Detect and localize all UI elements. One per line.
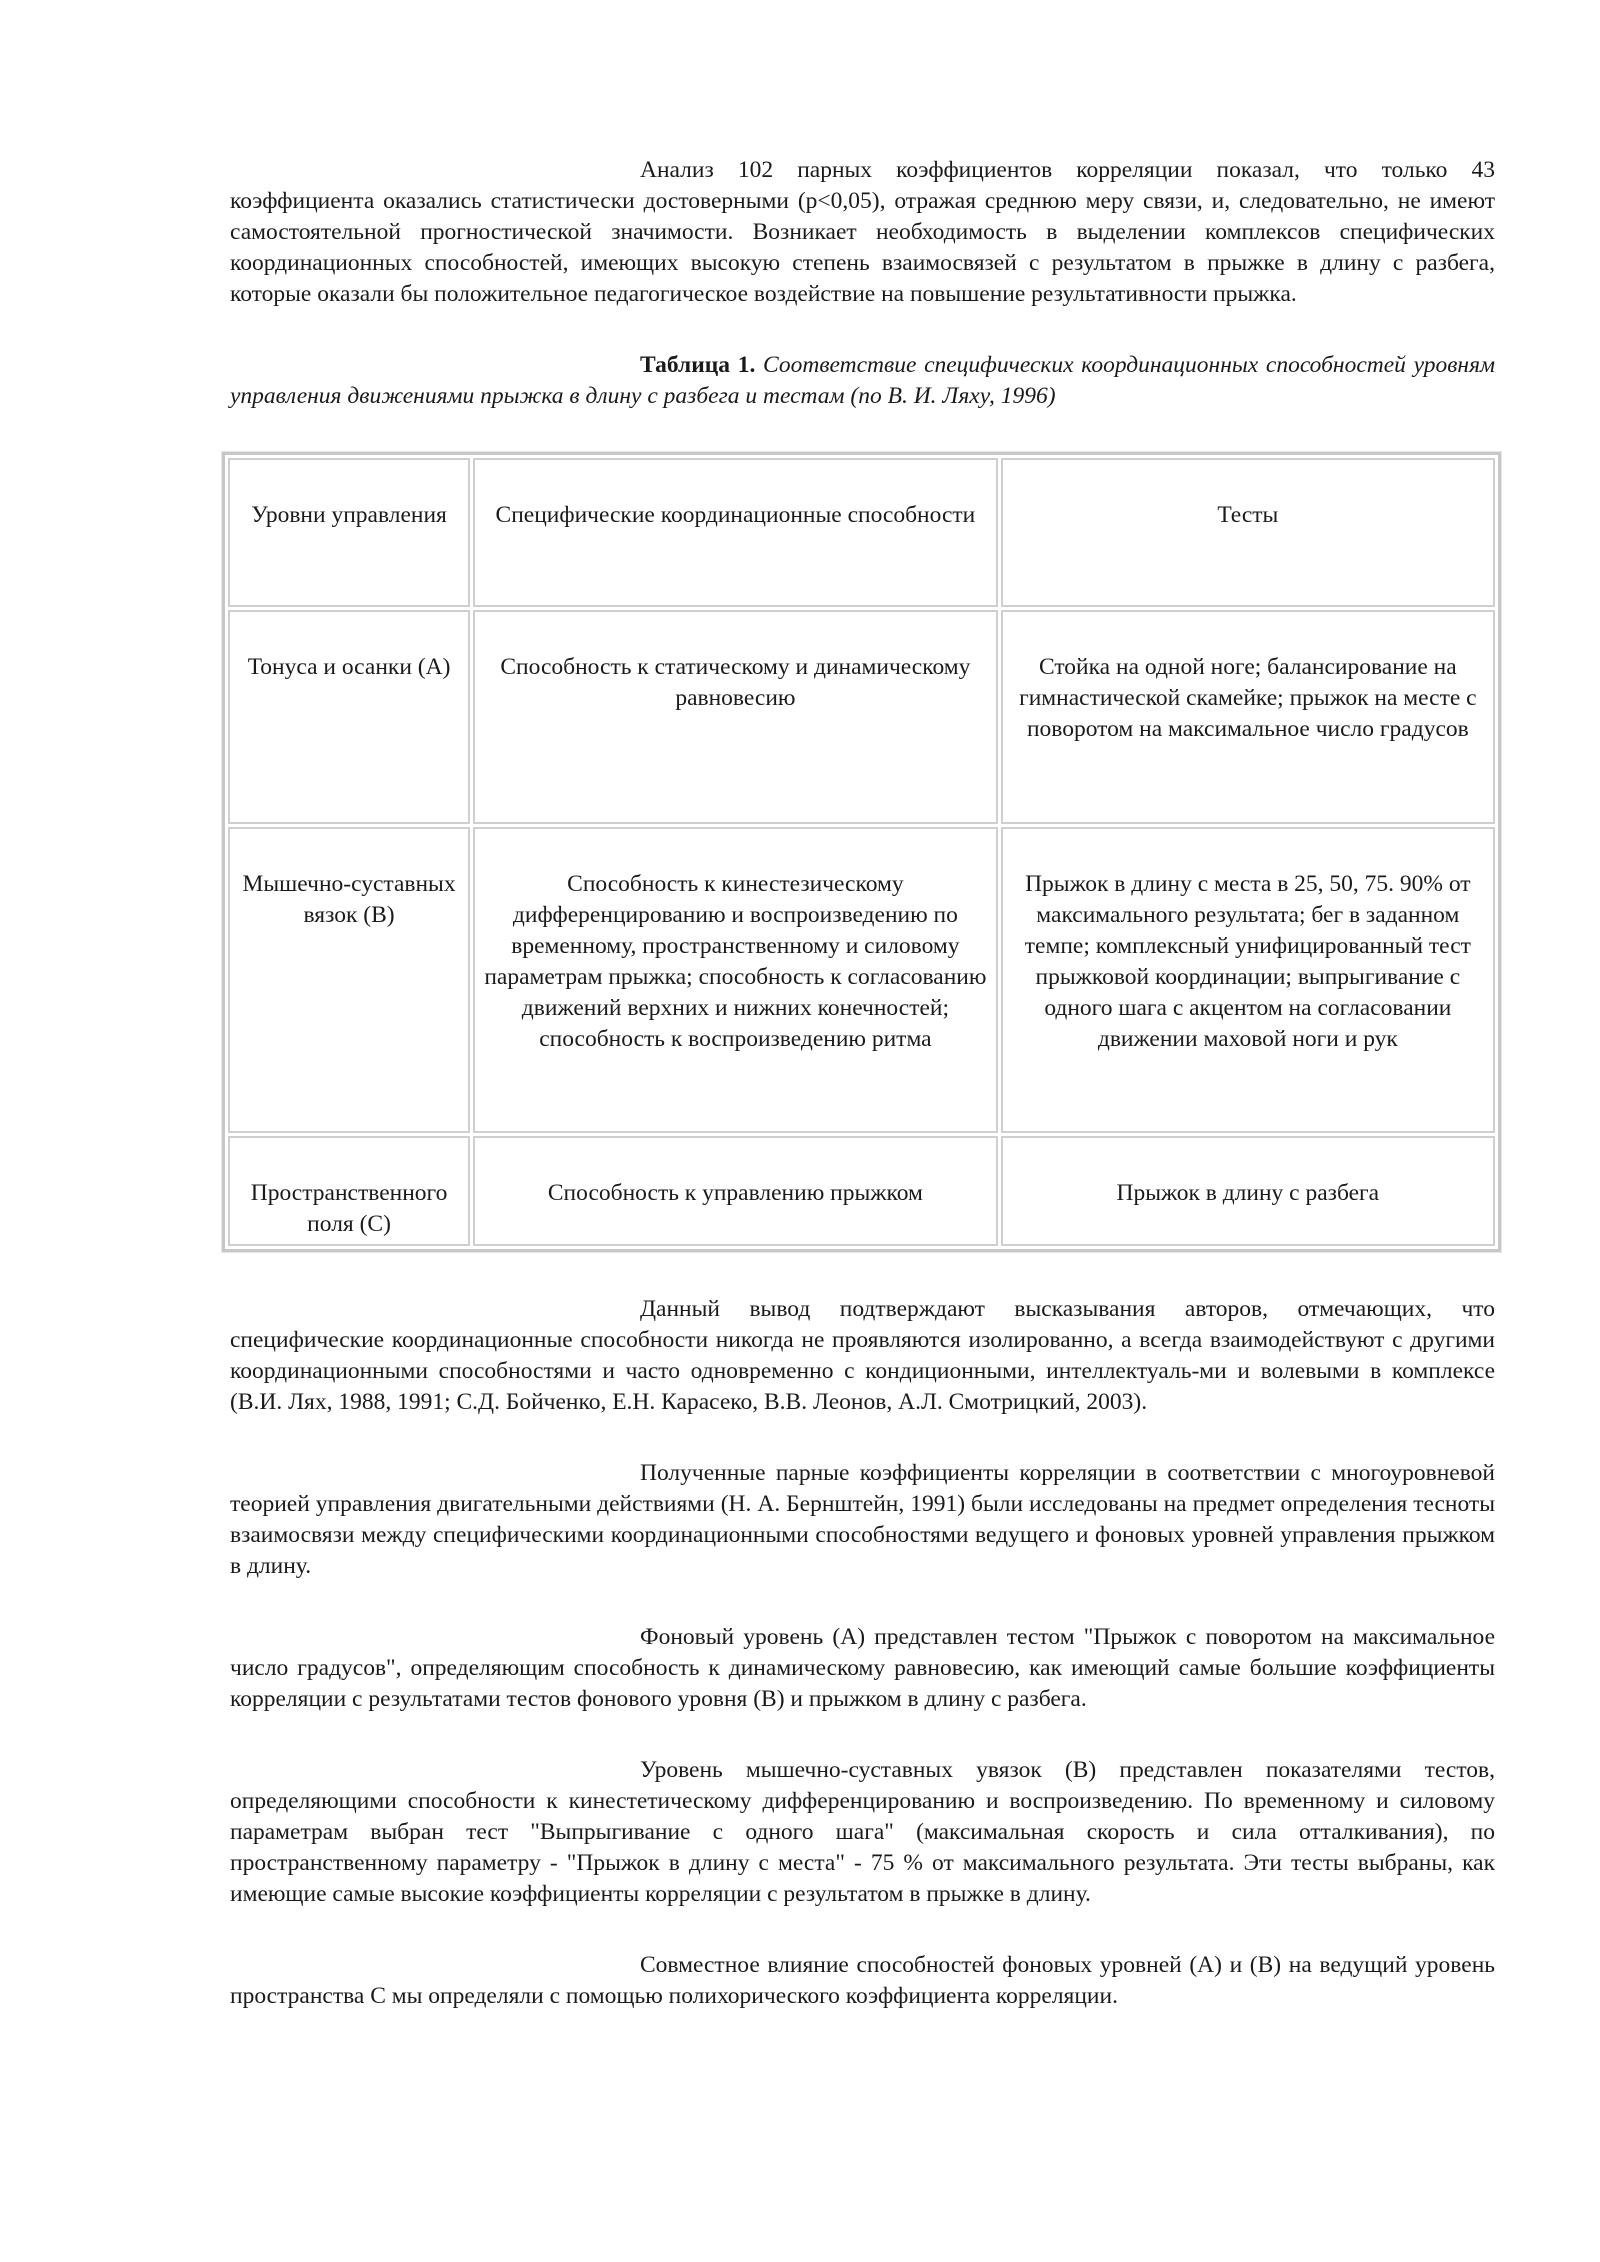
- paragraph-correlation-theory: Полученные парные коэффициенты корреляции в соответствии с многоуровневой теорией управления двигательными действиями (Н. А. Бернштейн, 1991) были исследованы на предмет определения тесноты взаимосвязи между специфическими координационными способностями ведущего и фоновых уровней управления прыжком в длину.: [230, 1460, 1495, 1579]
- paragraph-level-b: Уровень мышечно-суставных увязок (В) представлен показателями тестов, определяющими способности к кинестетическому дифференцированию и воспроизведению. По временному и силовому параметрам выбран тест "Выпрыгивание с одного шага" (максимальная скорость и сила отталкивания), по пространственному параметру - "Прыжок в длину с места" - 75 % от максимального результата. Эти тесты выбраны, как имеющие самые высокие коэффициенты корреляции с результатом в прыжке в длину.: [230, 1757, 1495, 1907]
- paragraph-conclusion: Данный вывод подтверждают высказывания авторов, отмечающих, что специфические координационные способности никогда не проявляются изолированно, а всегда взаимодействуют с другими координационными способностями и часто одновременно с кондиционными, интеллектуаль-ми и волевыми в комплексе (В.И. Лях, 1988, 1991; С.Д. Бойченко, Е.Н. Карасеко, В.В. Леонов, А.Л. Смотрицкий, 2003).: [230, 1296, 1495, 1415]
- table-header-row: [228, 458, 1495, 607]
- cell-tests: Прыжок в длину с разбега: [1001, 1136, 1495, 1246]
- cell-level: Мышечно-суставных вязок (В): [228, 827, 470, 1133]
- table-row: [228, 610, 1495, 824]
- header-tests: Тесты: [1001, 458, 1495, 607]
- table-row: [228, 1136, 1495, 1246]
- cell-level: Пространственного поля (С): [228, 1136, 470, 1246]
- cell-tests: Прыжок в длину с места в 25, 50, 75. 90% от максимального результата; бег в заданном темпе; комплексный унифицированный тест прыжковой координации; выпрыгивание с одного шага с акцентом на согласовании движении маховой ноги и рук: [1001, 827, 1495, 1133]
- table-caption-text: Соответствие специфических координационных способностей уровням управления движениями прыжка в длину с разбега и тестам (по В. И. Ляху, 1996): [230, 352, 1495, 409]
- table-row: [228, 827, 1495, 1133]
- cell-level: Тонуса и осанки (А): [228, 610, 470, 824]
- paragraph-level-a: Фоновый уровень (А) представлен тестом "Прыжок с поворотом на максимальное число градусов", определяющим способность к динамическому равновесию, как имеющий самые большие коэффициенты корреляции с результатами тестов фонового уровня (В) и прыжком в длину с разбега.: [230, 1624, 1495, 1712]
- paragraph-intro: Анализ 102 парных коэффициентов корреляции показал, что только 43 коэффициента оказались статистически достоверными (р<0,05), отражая среднюю меру связи, и, следовательно, не имеют самостоятельной прогностической значимости. Возникает необходимость в выделении комплексов специфических координационных способностей, имеющих высокую степень взаимосвязей с результатом в прыжке в длину с разбега, которые оказали бы положительное педагогическое воздействие на повышение результативности прыжка.: [230, 157, 1495, 307]
- cell-ability: Способность к статическому и динамическому равновесию: [473, 610, 998, 824]
- document-page: [230, 155, 1495, 2052]
- cell-ability: Способность к управлению прыжком: [473, 1136, 998, 1246]
- cell-tests: Стойка на одной ноге; балансирование на гимнастической скамейке; прыжок на месте с поворотом на максимальное число градусов: [1001, 610, 1495, 824]
- header-abilities: Специфические координационные способности: [473, 458, 998, 607]
- table-caption-label: Таблица 1.: [640, 352, 756, 378]
- table-caption: [230, 350, 1495, 412]
- header-levels: Уровни управления: [228, 458, 470, 607]
- cell-ability: Способность к кинестезическому дифференцированию и воспроизведению по временному, пространственному и силовому параметрам прыжка; способность к согласованию движений верхних и нижних конечностей; способность к воспроизведению ритма: [473, 827, 998, 1133]
- correspondence-table: [222, 452, 1501, 1252]
- paragraph-joint-influence: Совместное влияние способностей фоновых уровней (А) и (В) на ведущий уровень пространства С мы определяли с помощью полихорического коэффициента корреляции.: [230, 1952, 1495, 2009]
